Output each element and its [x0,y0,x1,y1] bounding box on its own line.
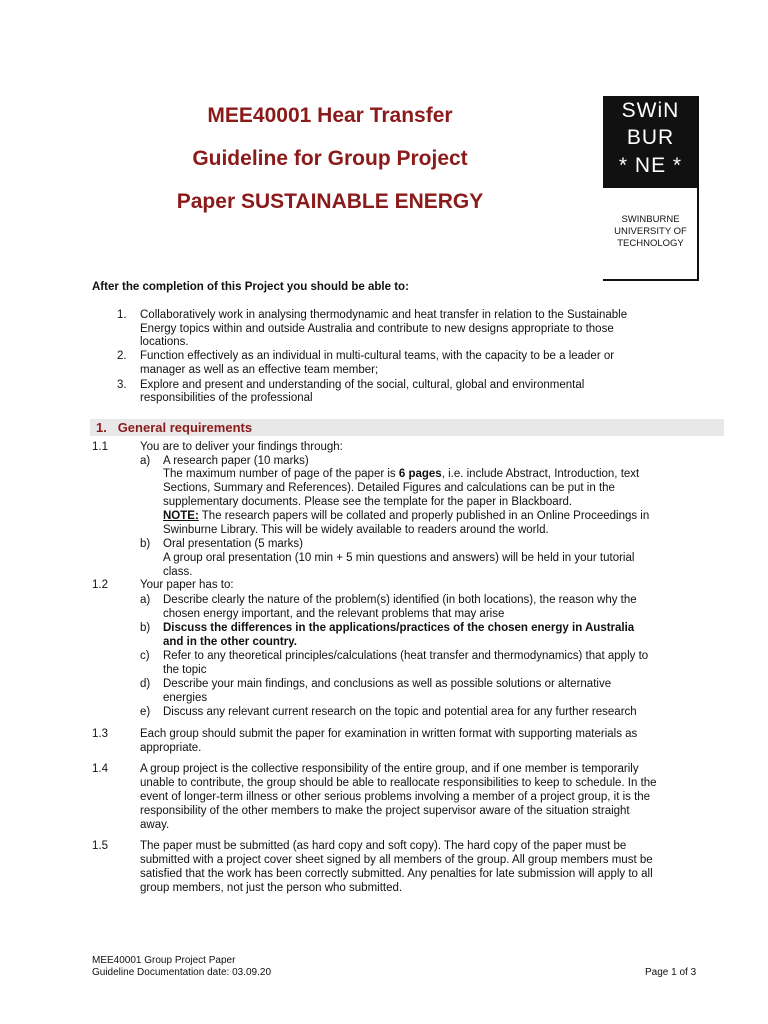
note-label: NOTE: [163,510,199,522]
university-line-1: SWINBURNE [621,214,680,225]
clause-1-5-line-2: submitted with a project cover sheet signed by all members of the group. All group members must be [140,854,653,866]
clause-1-1-intro: You are to deliver your findings through: [140,441,343,453]
research-paper-heading: A research paper (10 marks) [163,455,309,467]
title-line-2: Guideline for Group Project [192,147,468,170]
requirement-c-line-2: the topic [163,664,207,676]
logo-frame-bottom [603,279,699,281]
requirement-b-line-1: Discuss the differences in the applications/practices of the chosen energy in Australia [163,622,635,634]
outcome-number-1: 1. [117,309,127,321]
outcomes-heading: After the completion of this Project you should be able to: [92,281,409,293]
footer-document-name: MEE40001 Group Project Paper [92,955,236,966]
item-label-a: a) [140,455,151,467]
research-paper-line-5: Swinburne Library. This will be widely available to readers around the world. [163,524,549,536]
clause-number-1-2: 1.2 [92,579,108,591]
outcome-1-line-3: locations. [140,336,189,348]
note-text: The research papers will be collated and properly published in an Online Proceedings in [198,510,650,522]
clause-number-1-4: 1.4 [92,763,108,775]
oral-presentation-line-2: class. [163,566,193,578]
outcome-2-line-1: Function effectively as an individual in multi-cultural teams, with the capacity to be a leader or [140,350,615,362]
footer-page-number: Page 1 of 3 [645,967,697,978]
university-line-2: UNIVERSITY OF [614,226,687,237]
page-limit-post: , i.e. include Abstract, Introduction, text [441,468,640,480]
requirement-label-b: b) [140,622,151,634]
section-number: 1. [96,420,107,435]
university-name [603,214,698,250]
swinburne-logo [603,96,698,188]
clause-1-2-intro: Your paper has to: [140,579,234,591]
clause-1-4-line-5: away. [140,819,170,831]
footer-documentation-date: Guideline Documentation date: 03.09.20 [92,967,272,978]
university-line-3: TECHNOLOGY [617,238,684,249]
outcome-number-3: 3. [117,379,127,391]
research-paper-line-2: Sections, Summary and References). Detailed Figures and calculations can be put in the [163,482,615,494]
outcome-2-line-2: manager as well as an effective team member; [140,364,379,376]
requirement-a-line-2: chosen energy important, and the relevant problems that may arise [163,608,505,620]
requirement-label-d: d) [140,678,151,690]
clause-1-4-line-2: unable to contribute, the group should be able to reallocate responsibilities to keep to schedule. In the [140,777,657,789]
requirement-b-line-2: and in the other country. [163,636,297,648]
page-limit-line [163,467,639,481]
outcome-number-2: 2. [117,350,127,362]
requirement-a-line-1: Describe clearly the nature of the problem(s) identified (in both locations), the reason why the [163,594,637,606]
logo-wordmark-line-1: SWiN [621,99,680,122]
section-title: General requirements [117,420,253,435]
clause-1-4-line-3: event of longer-term illness or other serious problems involving a member of a project group, it is the [140,791,651,803]
requirement-label-c: c) [140,650,150,662]
page-limit-pre: The maximum number of page of the paper is [163,468,399,480]
clause-1-4-line-4: responsibility of the other members to make the project supervisor aware of the situation straight [140,805,630,817]
outcome-1-line-1: Collaboratively work in analysing thermodynamic and heat transfer in relation to the Sustainable [140,309,628,321]
clause-1-3-line-1: Each group should submit the paper for examination in written format with supporting materials as [140,728,638,740]
item-label-b: b) [140,538,151,550]
note-line [163,509,649,523]
clause-1-3-line-2: appropriate. [140,742,202,754]
title-line-3: Paper SUSTAINABLE ENERGY [176,190,484,213]
clause-1-4-line-1: A group project is the collective responsibility of the entire group, and if one member is temporarily [140,763,639,775]
logo-wordmark-line-2: BUR [626,126,675,149]
outcome-3-line-1: Explore and present and understanding of the social, cultural, global and environmental [140,379,585,391]
requirement-d-line-1: Describe your main findings, and conclusions as well as possible solutions or alternative [163,678,612,690]
clause-number-1-1: 1.1 [92,441,108,453]
outcome-3-line-2: responsibilities of the professional [140,392,313,404]
clause-1-5-line-4: group members, not just the person who submitted. [140,882,403,894]
requirement-e-line-1: Discuss any relevant current research on the topic and potential area for any further research [163,706,637,718]
clause-number-1-3: 1.3 [92,728,108,740]
logo-frame-right [697,96,699,281]
oral-presentation-heading: Oral presentation (5 marks) [163,538,303,550]
clause-1-5-line-3: satisfied that the work has been correctly submitted. Any penalties for late submission will apply to all [140,868,653,880]
requirement-d-line-2: energies [163,692,208,704]
clause-number-1-5: 1.5 [92,840,108,852]
requirement-c-line-1: Refer to any theoretical principles/calculations (heat transfer and thermodynamics) that apply to [163,650,649,662]
oral-presentation-line-1: A group oral presentation (10 min + 5 min questions and answers) will be held in your tutorial [163,552,635,564]
requirement-label-e: e) [140,706,151,718]
requirement-label-a: a) [140,594,151,606]
research-paper-line-3: supplementary documents. Please see the template for the paper in Blackboard. [163,496,573,508]
section-heading [96,419,252,436]
title-line-1: MEE40001 Hear Transfer [207,104,453,127]
logo-wordmark-line-3: * NE * [618,154,683,177]
page-limit-bold: 6 pages [398,468,442,480]
clause-1-5-line-1: The paper must be submitted (as hard copy and soft copy). The hard copy of the paper must be [140,840,627,852]
outcome-1-line-2: Energy topics within and outside Australia and contribute to new designs appropriate to those [140,323,614,335]
